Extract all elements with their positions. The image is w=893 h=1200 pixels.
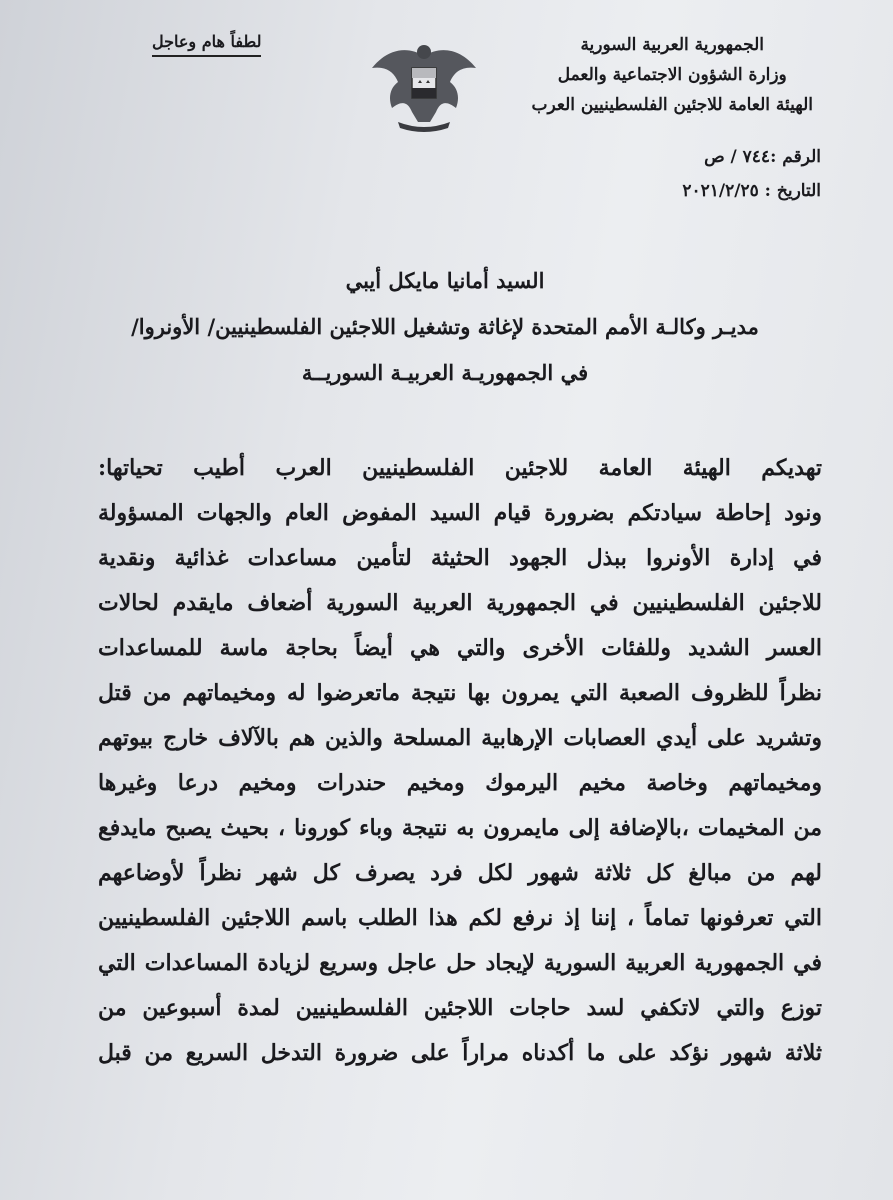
addressee-block: [80, 258, 810, 396]
letterhead-ministry: وزارة الشؤون الاجتماعية والعمل: [557, 65, 787, 85]
reference-date: التاريخ : ٢٠٢١/٢/٢٥: [682, 181, 821, 201]
reference-block: [682, 140, 821, 208]
body-line: توزع والتي لاتكفي لسد حاجات اللاجئين الفلسطينيين لمدة أسبوعين من: [98, 995, 822, 1021]
body-line: ومخيماتهم وخاصة مخيم اليرموك ومخيم حندرات ومخيم درعا وغيرها: [98, 770, 822, 796]
letterhead-country: الجمهورية العربية السورية: [580, 35, 765, 55]
addressee-location: في الجمهوريـة العربيـة السوريــة: [301, 360, 589, 385]
addressee-title: مديـر وكالـة الأمم المتحدة لإغاثة وتشغيل اللاجئين الفلسطينيين/ الأونروا/: [131, 314, 759, 339]
body-line: تهديكم الهيئة العامة للاجئين الفلسطينيين العرب أطيب تحياتها:: [98, 455, 822, 481]
body-line: للاجئين الفلسطينيين في الجمهورية العربية السورية أضعاف مايقدم لحالات: [98, 590, 822, 616]
letterhead: [531, 30, 813, 120]
body-line: وتشريد على أيدي العصابات الإرهابية المسلحة والذين هم بالآلاف خارج بيوتهم: [98, 725, 822, 751]
reference-number: الرقم :٧٤٤ / ص: [704, 147, 821, 167]
urgent-label: لطفاً هام وعاجل: [152, 32, 261, 57]
eagle-emblem-icon: [368, 38, 480, 134]
body-line: من المخيمات ،بالإضافة إلى مايمرون به نتيجة وباء كورونا ، بحيث يصبح مايدفع: [98, 815, 822, 841]
addressee-name: السيد أمانيا مايكل أيبي: [345, 268, 545, 293]
body-line: ثلاثة شهور نؤكد على ما أكدناه مراراً على ضرورة التدخل السريع من قبل: [98, 1040, 822, 1066]
body-line: ونود إحاطة سيادتكم بضرورة قيام السيد المفوض العام والجهات المسؤولة: [98, 500, 822, 526]
body-line: نظراً للظروف الصعبة التي يمرون بها نتيجة ماتعرضوا له ومخيماتهم من قتل: [98, 680, 822, 706]
body-line: التي تعرفونها تماماً ، إننا إذ نرفع لكم هذا الطلب باسم اللاجئين الفلسطينيين: [98, 905, 822, 931]
body-line: في الجمهورية العربية السورية لإيجاد حل عاجل وسريع لزيادة المساعدات التي: [98, 950, 822, 976]
letterhead-authority: الهيئة العامة للاجئين الفلسطينيين العرب: [531, 95, 813, 115]
letter-body: [98, 446, 822, 1076]
body-line: في إدارة الأونروا ببذل الجهود الحثيثة لتأمين مساعدات غذائية ونقدية: [98, 545, 822, 571]
body-line: العسر الشديد وللفئات الأخرى والتي هي أيضاً بحاجة ماسة للمساعدات: [98, 635, 822, 661]
body-line: لهم من مبالغ كل ثلاثة شهور لكل فرد يصرف كل شهر نظراً لأوضاعهم: [98, 860, 822, 886]
